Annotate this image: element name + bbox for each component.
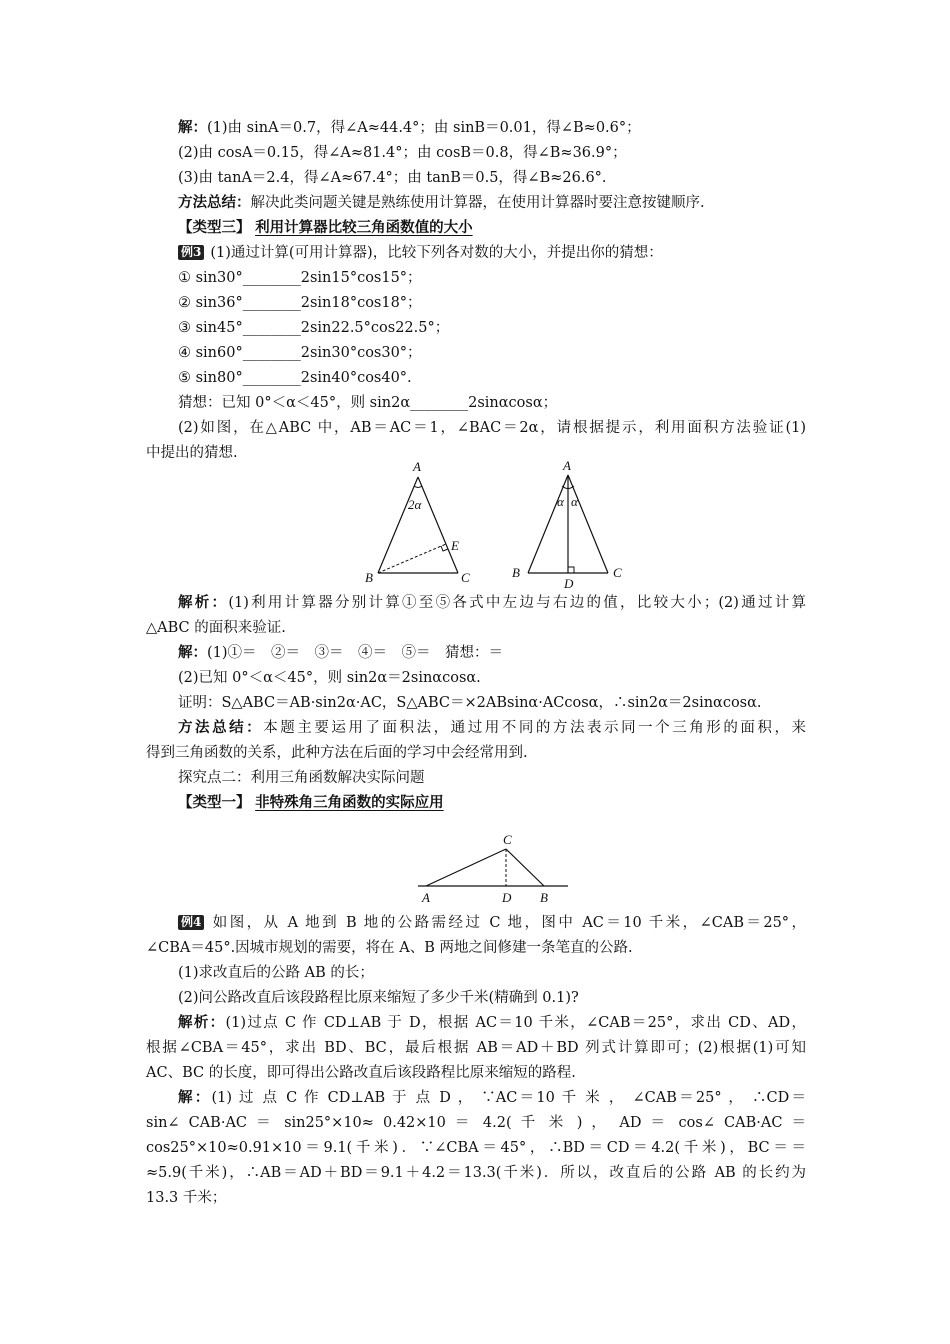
summary-text: 解决此类问题关键是熟练使用计算器，在使用计算器时要注意按键顺序. xyxy=(250,195,705,211)
type3-title: 利用计算器比较三角函数值的大小 xyxy=(255,219,473,236)
example3-figures xyxy=(355,455,645,590)
example3-item: ⑤ sin80°________2sin40°cos40°. xyxy=(178,370,412,386)
label-c: C xyxy=(503,832,512,847)
angle-alpha-left: α xyxy=(557,494,564,509)
example4-analysis-a xyxy=(178,1013,806,1033)
solution-line-1 xyxy=(178,118,641,138)
solution-label: 解： xyxy=(178,1089,212,1106)
example4-analysis-c: AC、BC 的长度，即可得出公路改直后该段路程比原来缩短的路程. xyxy=(146,1065,576,1081)
label-e: E xyxy=(451,538,459,553)
example4-question-b: ∠CBA＝45°.因城市规划的需要，将在 A、B 两地之间修建一条笔直的公路. xyxy=(146,940,633,956)
solution-line-3: (3)由 tanA＝2.4，得∠A≈67.4°；由 tanB＝0.5，得∠B≈26.6°. xyxy=(178,170,607,186)
type1-heading xyxy=(178,793,444,813)
label-b: B xyxy=(512,565,520,580)
analysis-text: (1)过点 C 作 CD⊥AB 于 D，根据 AC＝10 千米，∠CAB＝25°，求出 CD、AD， xyxy=(225,1015,806,1031)
summary-label: 方法总结： xyxy=(178,719,264,736)
point2-heading: 探究点二：利用三角函数解决实际问题 xyxy=(178,770,425,786)
example4-solution-e: 13.3 千米； xyxy=(146,1190,227,1206)
example4-q-text: 如图，从 A 地到 B 地的公路需经过 C 地，图中 AC＝10 千米，∠CAB＝25°， xyxy=(210,915,806,931)
example4-solution-d: ≈5.9(千米)，∴AB＝AD＋BD＝9.1＋4.2＝13.3(千米)．所以，改直后的公路 AB 的长约为 xyxy=(146,1165,806,1181)
example4-sub-1: (1)求改直后的公路 AB 的长； xyxy=(178,965,374,981)
example3-q1-text: (1)通过计算(可用计算器)，比较下列各对数的大小，并提出你的猜想： xyxy=(210,245,663,261)
angle-alpha-right: α xyxy=(571,494,578,509)
summary-label: 方法总结： xyxy=(178,194,251,211)
type3-heading xyxy=(178,218,473,238)
triangle-figure-2 xyxy=(512,458,622,590)
type1-title: 非特殊角三角函数的实际应用 xyxy=(255,794,444,811)
example3-summary-b: 得到三角函数的关系，此种方法在后面的学习中会经常用到. xyxy=(146,745,528,761)
label-a: A xyxy=(422,890,430,905)
label-a: A xyxy=(413,459,421,474)
example3-question-1 xyxy=(178,243,663,263)
example3-analysis-b: △ABC 的面积来验证. xyxy=(146,620,286,636)
solution-label: 解： xyxy=(178,119,207,136)
example3-answer-2: (2)已知 0°＜α＜45°，则 sin2α＝2sinαcosα. xyxy=(178,670,481,686)
example3-item: ③ sin45°________2sin22.5°cos22.5°； xyxy=(178,320,450,336)
example4-solution-a xyxy=(178,1088,806,1108)
example3-proof: 证明：S△ABC＝AB·sin2α·AC，S△ABC＝×2ABsinα·ACcosα，∴sin2α＝2sinαcosα. xyxy=(178,695,762,711)
analysis-text: (1)利用计算器分别计算①至⑤各式中左边与右边的值，比较大小；(2)通过计算 xyxy=(228,595,807,611)
analysis-label: 解析： xyxy=(178,1014,226,1031)
example4-solution-b: sin∠ CAB·AC ＝ sin25°×10≈ 0.42×10 ＝ 4.2( 千 米 ) ， AD ＝ cos∠ CAB·AC ＝ xyxy=(146,1115,806,1131)
example3-question-2a: (2)如图，在△ABC 中，AB＝AC＝1，∠BAC＝2α，请根据提示，利用面积方法验证(1) xyxy=(178,420,806,436)
label-c: C xyxy=(613,565,622,580)
triangle-figure-1 xyxy=(365,459,470,585)
type3-bracket: 【类型三】 xyxy=(178,219,251,236)
example3-item: ② sin36°________2sin18°cos18°； xyxy=(178,295,422,311)
solution-text: (1) 过 点 C 作 CD⊥AB 于 点 D ， ∵AC＝10 千 米 ， ∠CAB＝25° ， ∴CD＝ xyxy=(211,1090,807,1106)
example3-analysis-a xyxy=(178,593,806,613)
example4-question-a xyxy=(178,913,806,933)
example3-question-2b: 中提出的猜想. xyxy=(146,445,238,461)
example3-item: ④ sin60°________2sin30°cos30°； xyxy=(178,345,422,361)
example4-solution-c: cos25°×10≈0.91×10＝9.1(千米)．∵∠CBA＝45°，∴BD＝CD＝4.2(千米)，BC＝＝ xyxy=(146,1140,806,1156)
example3-item: ① sin30°________2sin15°cos15°； xyxy=(178,270,422,286)
example3-summary-a xyxy=(178,718,806,738)
example3-guess: 猜想：已知 0°＜α＜45°，则 sin2α________2sinαcosα； xyxy=(178,395,558,411)
label-d: D xyxy=(564,576,574,590)
summary-text: 本题主要运用了面积法，通过用不同的方法表示同一个三角形的面积，来 xyxy=(263,720,807,736)
angle-label: 2α xyxy=(408,497,422,512)
road-figure xyxy=(410,830,580,910)
analysis-label: 解析： xyxy=(178,594,229,611)
label-b: B xyxy=(540,890,548,905)
answer-text: (1)①＝ ②＝ ③＝ ④＝ ⑤＝ 猜想：＝ xyxy=(207,645,504,661)
answer-label: 解： xyxy=(178,644,207,661)
example4-tag: 例4 xyxy=(178,915,204,930)
example4-analysis-b: 根据∠CBA＝45°，求出 BD、BC，最后根据 AB＝AD＋BD 列式计算即可；(2)根据(1)可知 xyxy=(146,1040,806,1056)
example4-sub-2: (2)问公路改直后该段路程比原来缩短了多少千米(精确到 0.1)? xyxy=(178,990,579,1006)
label-d: D xyxy=(502,890,512,905)
label-c: C xyxy=(461,570,470,585)
solution-line-2: (2)由 cosA＝0.15，得∠A≈81.4°；由 cosB＝0.8，得∠B≈36.9°； xyxy=(178,145,627,161)
label-b: B xyxy=(365,570,373,585)
example3-answer-1 xyxy=(178,643,503,663)
method-summary xyxy=(178,193,705,213)
solution-text: (1)由 sinA＝0.7，得∠A≈44.4°；由 sinB＝0.01，得∠B≈0.6°； xyxy=(207,120,641,136)
example3-tag: 例3 xyxy=(178,245,204,260)
label-a: A xyxy=(563,458,571,473)
type1-bracket: 【类型一】 xyxy=(178,794,251,811)
